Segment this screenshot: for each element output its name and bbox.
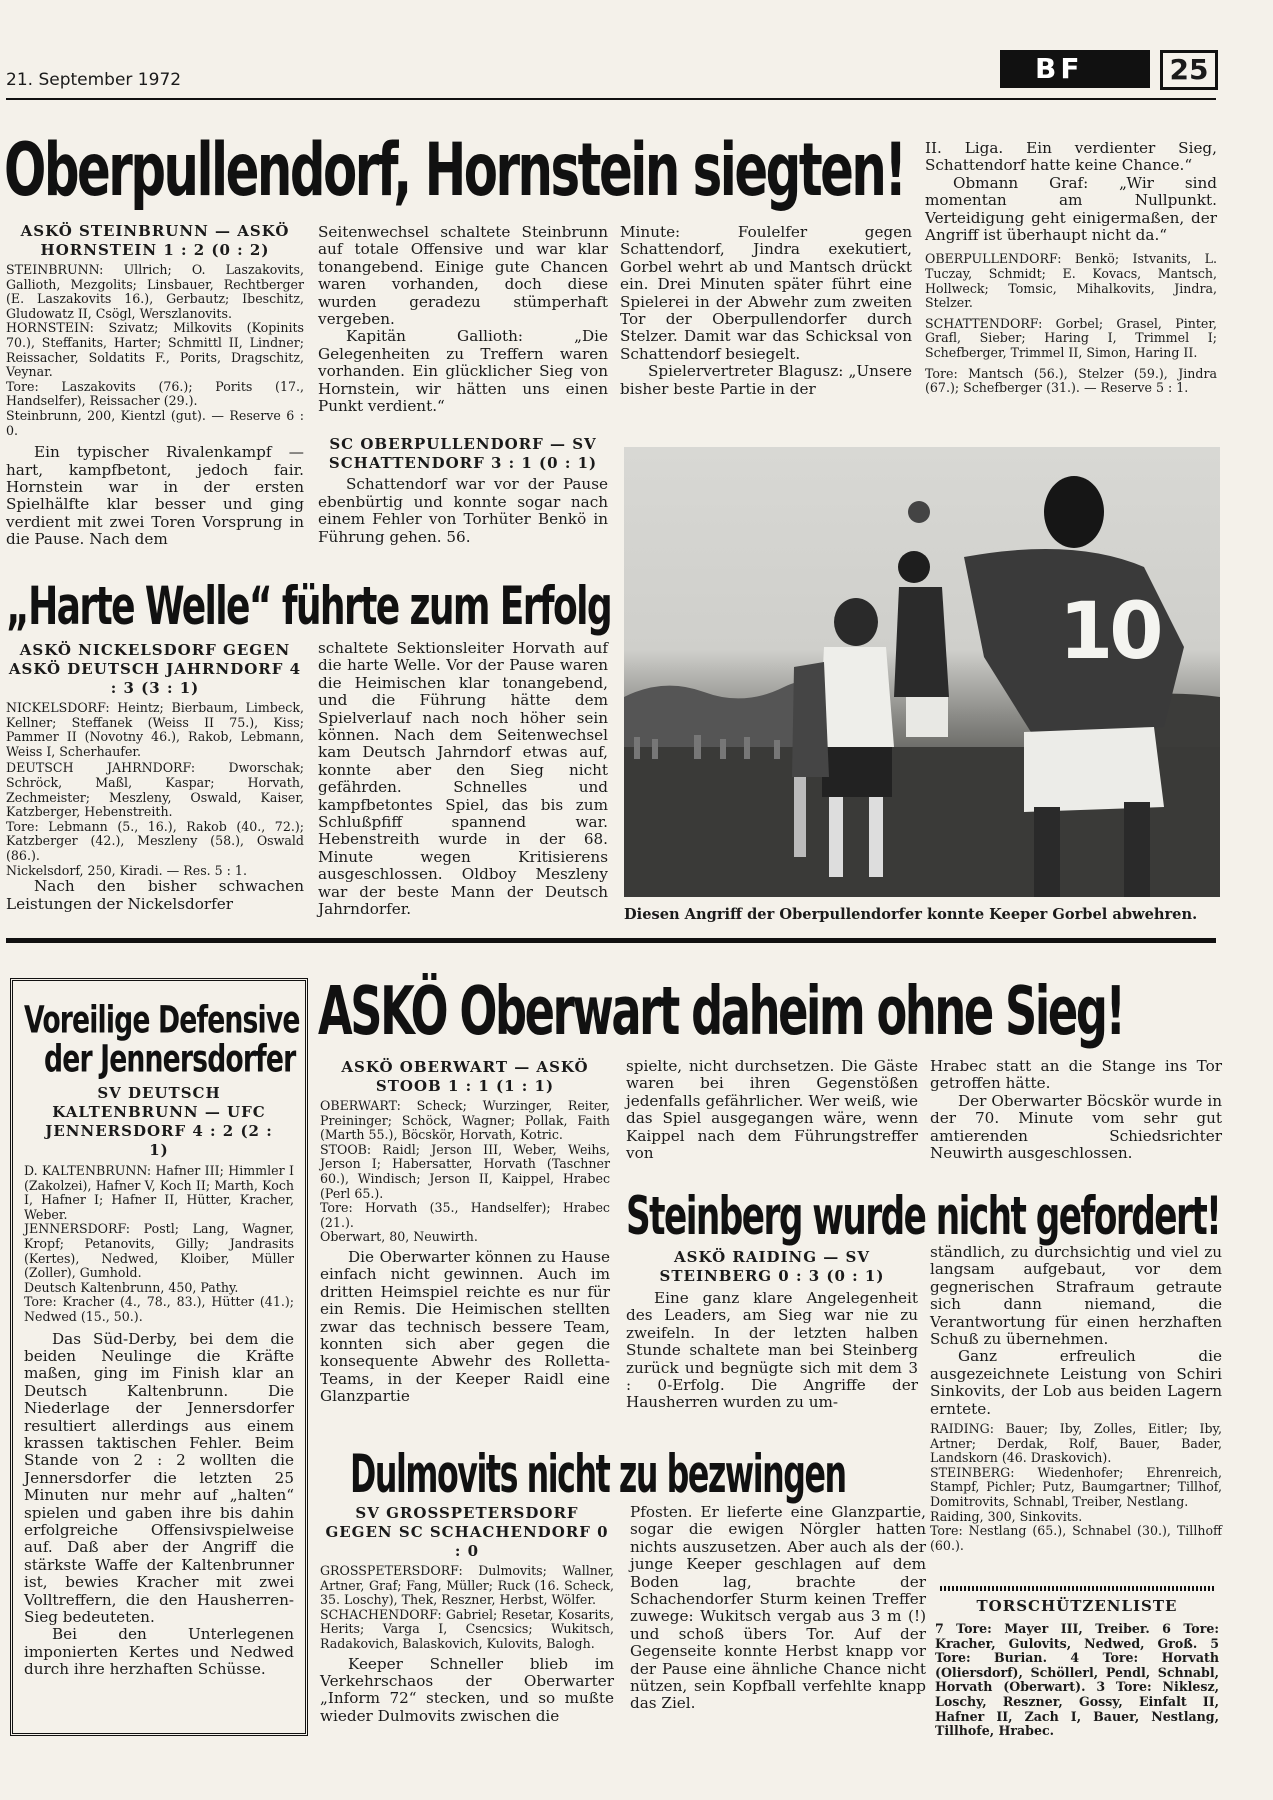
article1-col4 — [925, 140, 1217, 396]
article1-col2 — [318, 224, 608, 546]
article1-col1 — [6, 222, 304, 549]
match-title-nickelsdorf: ASKÖ NICKELSDORF GEGEN ASKÖ DEUTSCH JAHRNDORF 4 : 3 (3 : 1) — [8, 641, 302, 697]
match-title-oberwart: ASKÖ OBERWART — ASKÖ STOOB 1 : 1 (1 : 1) — [341, 1058, 589, 1095]
article6-col2 — [630, 1504, 926, 1713]
photo-player-jumping — [894, 551, 949, 737]
article4-text1: Die Oberwarter können zu Hause einfach nicht gewinnen. Auch im dritten Heimspiel reichte es nur für ein Remis. Die Heimischen stellten zwar das technisch bessere Team, konnten sich aber gegen die konsequente Abwehr des Rolletta-Teams, in der Keeper Raidl eine Glanzpartie — [320, 1247, 610, 1406]
header-rule — [6, 98, 1216, 100]
article4-col1 — [320, 1058, 610, 1406]
article5-col1 — [626, 1248, 918, 1412]
article5-text1: Eine ganz klare Angelegenheit des Leaders, am Sieg war nie zu zweifeln. In der letzten halben Stunde schaltete man bei Steinberg zurück und begnügte sich mit dem 3 : 0-Erfolg. Die Angriffe der Hausherren wurden zu um- — [626, 1289, 918, 1412]
jersey-number: 10 — [1059, 587, 1160, 677]
article5-text2: ständlich, zu durchsichtig und viel zu langsam aufgebaut, vor dem gegnerischen Strafraum getraute sich dann niemand, die Verantwortung für einen herzhaften Schuß zu übernehmen. — [930, 1243, 1222, 1349]
headline-oberwart: ASKÖ Oberwart daheim ohne Sieg! — [318, 973, 1124, 1051]
match-title-grosspetersdorf: SV GROSSPETERSDORF GEGEN SC SCHACHENDORF 0 : 0 — [325, 1504, 609, 1560]
lineup-oberpullendorf: OBERPULLENDORF: Benkö; Istvanits, L. Tuczay, Schmidt; E. Kovacs, Mantsch, Hollweck; Tomsic, Mihalkovits, Jindra, Stelzer. — [925, 251, 1217, 311]
match-title-raiding: ASKÖ RAIDING — SV STEINBERG 0 : 3 (0 : 1) — [659, 1248, 885, 1285]
article1-text2: Seitenwechsel schaltete Steinbrunn auf totale Offensive und war klar tonangebend. Einige gute Chancen waren vorhanden, doch diese wurden geradezu stümperhaft vergeben. — [318, 223, 608, 329]
article3-text2: Bei den Unterlegenen imponierten Kertes und Nedwed durch ihre herzhaften Schüsse. — [24, 1625, 294, 1679]
goals-oberwart: Tore: Horvath (35., Handselfer); Hrabec (21.). — [320, 1200, 610, 1230]
lineup-schachendorf: SCHACHENDORF: Gabriel; Resetar, Kosarits, Herits; Varga I, Csencsics; Wukitsch, Radakovich, Balaskovich, Kulovits, Balogh. — [320, 1606, 614, 1651]
scorers-box — [935, 1597, 1219, 1739]
match-photo — [624, 447, 1220, 897]
lineup-steinbrunn: STEINBRUNN: Ullrich; O. Laszakovits, Gallioth, Mezgolits; Linsbauer, Rechtberger (E. Laszakovits 16.), Gerbautz; Ibeschitz, Gludowatz II, Csögl, Werszlanovits. — [6, 262, 304, 321]
article6-text2: Pfosten. Er lieferte eine Glanzpartie, sogar die ewigen Nörgler hatten nichts auszusetzen. Aber auch als der junge Keeper geschlagen auf dem Boden lag, brachte der Schachendorfer Sturm keinen Treffer zuwege: Wukitsch vergab aus 3 m (!) und schoß übers Tor. Auf der Gegenseite konnte Herbst knapp vor der Pause eine ähnliche Chance nicht nützen, sein Kopfball verfehlte knapp das Ziel. — [630, 1503, 926, 1713]
goals-oberpullendorf: Tore: Mantsch (56.), Stelzer (59.), Jindra (67.); Schefberger (31.). — Reserve 5 : 1. — [925, 365, 1217, 396]
issue-date: 21. September 1972 — [6, 70, 182, 90]
headline-voreilige-line2: der Jennersdorfer — [44, 1038, 296, 1082]
article4-col2 — [626, 1058, 918, 1162]
lineup-kaltenbrunn: D. KALTENBRUNN: Hafner III; Himmler I (Zakolzei), Hafner V, Koch II; Marth, Koch I, Hafner I; Hafner II, Hütter, Kracher, Weber. — [24, 1163, 294, 1222]
attendance-raiding: Raiding, 300, Sinkovits. — [930, 1508, 1083, 1524]
attendance-steinbrunn: Steinbrunn, 200, Kientzl (gut). — Reserve 6 : 0. — [6, 407, 304, 438]
article6-text1: Keeper Schneller blieb im Verkehrschaos der Oberwarter „Inform 72“ stecken, und so mußte wieder Dulmovits zwischen die — [320, 1654, 614, 1725]
lineup-grosspetersdorf: GROSSPETERSDORF: Dulmovits; Wallner, Artner, Graf; Fang, Müller; Ruck (16. Scheck, 35. Loschy), Thek, Reszner, Herbst, Wölfer. — [320, 1563, 614, 1608]
headline-oberpullendorf: Oberpullendorf, Hornstein siegten! — [4, 128, 905, 214]
lineup-oberwart: OBERWART: Scheck; Wurzinger, Reiter, Preininger; Schöck, Wagner; Pollak, Faith (Marth 55.), Böcskör, Horvath, Kotric. — [320, 1098, 610, 1143]
article1-text1: Ein typischer Rivalenkampf — hart, kampfbetont, jedoch fair. Hornstein war in der ersten Spielhälfte klar besser und ging verdient mit zwei Toren Vorsprung in die Pause. Nach dem — [6, 443, 304, 549]
headline-dulmovits: Dulmovits nicht zu bezwingen — [350, 1444, 846, 1506]
mid-rule — [6, 938, 1216, 943]
article1-text3: Schattendorf war vor der Pause ebenbürtig und konnte sogar nach einem Fehler von Torhüter Benkö in Führung gehen. 56. — [318, 475, 608, 546]
photo-ball — [908, 501, 930, 523]
article2-col2 — [318, 640, 608, 919]
scorers-rule — [940, 1586, 1216, 1591]
article3-text1: Das Süd-Derby, bei dem die beiden Neulinge die Kräfte maßen, ging im Finish klar an Deutsch Kaltenbrunn. Die Niederlage der Jennersdorfer resultiert allerdings aus einem krassen taktischen Fehler. Beim Stande von 2 : 2 wollten die Jennersdorfer die letzten 25 Minuten nur mehr auf „halten“ spielen und gaben ihre bis dahin erfolgreiche Offensivspielweise auf. Daß aber der Angriff die stärkste Waffe der Kaltenbrunner ist, bewies Kracher mit zwei Volltreffern, die den Hausherren-Sieg bedeuteten. — [24, 1329, 294, 1627]
article5-col2 — [930, 1244, 1222, 1553]
article1-text5: II. Liga. Ein verdienter Sieg, Schattendorf hatte keine Chance.“ — [925, 139, 1217, 175]
article1-text4: Minute: Foulelfer gegen Schattendorf, Jindra exekutiert, Gorbel wehrt ab und Mantsch drückt ein. Drei Minuten später führt eine Spielerei in der Abwehr zum zweiten Tor der Oberpullendorfer durch Stelzer. Damit war das Schicksal von Schattendorf besiegelt. — [620, 223, 912, 363]
article1-quote3: Obmann Graf: „Wir sind momentan am Nullpunkt. Verteidigung geht einigermaßen, der Angriff ist überhaupt nicht da.“ — [925, 173, 1217, 245]
lineup-schattendorf: SCHATTENDORF: Gorbel; Grasel, Pinter, Grafl, Sieber; Haring I, Trimmel I; Schefberger, Trimmel II, Simon, Haring II. — [925, 315, 1217, 360]
section-label: BF — [1035, 52, 1084, 85]
article3-col — [24, 1084, 294, 1679]
lineup-jennersdorf: JENNERSDORF: Postl; Lang, Wagner, Kropf; Petanovits, Gilly; Jandrasits (Kertes), Nedwed, Kloiber, Müller (Zoller), Gumhold. — [24, 1221, 294, 1281]
attendance-nickelsdorf: Nickelsdorf, 250, Kiradi. — Res. 5 : 1. — [6, 862, 247, 878]
headline-steinberg: Steinberg wurde nicht gefordert! — [626, 1186, 1221, 1248]
article4-text2: spielte, nicht durchsetzen. Die Gäste waren bei ihren Gegenstößen jedenfalls gefährlicher. Wer weiß, wie das Spiel ausgegangen wäre, wenn Kaippel nach dem Führungstreffer von — [626, 1057, 918, 1163]
goals-nickelsdorf: Tore: Lebmann (5., 16.), Rakob (40., 72.); Katzberger (42.), Meszleny (58.), Oswald (86.). — [6, 818, 304, 863]
article4-text3: Hrabec statt an die Stange ins Tor getroffen hätte. — [930, 1057, 1222, 1093]
match-title-oberpullendorf: SC OBERPULLENDORF — SV SCHATTENDORF 3 : 1 (0 : 1) — [328, 435, 598, 473]
article1-quote1: Kapitän Gallioth: „Die Gelegenheiten zu Treffern waren vorhanden. Ein glücklicher Sieg von Hornstein, wir hätten uns einen Punkt verdient.“ — [318, 327, 608, 416]
scorers-text: 7 Tore: Mayer III, Treiber. 6 Tore: Kracher, Gulovits, Nedwed, Groß. 5 Tore: Burian. 4 Tore: Horvath (Oliersdorf), Schöllerl, Pendl, Schnabl, Horvath (Oberwart). 3 Tore: Niklesz, Loschy, Reszner, Gossy, Einfalt II, Hafner II, Zach I, Bauer, Nestlang, Tillhofe, Hrabec. — [935, 1621, 1219, 1739]
lineup-stoob: STOOB: Raidl; Jerson III, Weber, Weihs, Jerson I; Habersatter, Horvath (Taschner 60.), Windisch; Jerson II, Kaippel, Hrabec (Perl 65.). — [320, 1141, 610, 1201]
article4-text4: Der Oberwarter Böcskör wurde in der 70. Minute vom sehr gut amtierenden Schiedsrichter Neuwirth ausgeschlossen. — [930, 1091, 1222, 1163]
article5-text3: Ganz erfreulich die ausgezeichnete Leistung von Schiri Sinkovits, der Lob aus beiden Lagern erntete. — [930, 1347, 1222, 1418]
goals-steinbrunn: Tore: Laszakovits (76.); Porits (17., Handselfer), Reissacher (29.). — [6, 378, 304, 409]
attendance-oberwart: Oberwart, 80, Neuwirth. — [320, 1229, 478, 1245]
article1-col3 — [620, 224, 912, 398]
goals-raiding: Tore: Nestlang (65.), Schnabel (30.), Tillhoff (60.). — [930, 1523, 1222, 1553]
article2-text1: Nach den bisher schwachen Leistungen der Nickelsdorfer — [6, 877, 304, 913]
match-title-steinbrunn: ASKÖ STEINBRUNN — ASKÖ HORNSTEIN 1 : 2 (0 : 2) — [20, 222, 290, 259]
article6-col1 — [320, 1504, 614, 1725]
article4-col3 — [930, 1058, 1222, 1162]
headline-harte-welle: „Harte Welle“ führte zum Erfolg — [6, 576, 612, 638]
article2-text2: schaltete Sektionsleiter Horvath auf die harte Welle. Vor der Pause waren die Heimischen klar tonangebend, und die Führung hätte dem Spielverlauf nach noch höher sein können. Nach dem Seitenwechsel kam Deutsch Jahrndorf etwas auf, konnte aber den Sieg nicht gefährden. Schnelles und kampfbetontes Spiel, das bis zum Schlußpfiff spannend war. Hebenstreith wurde in der 68. Minute wegen Kritisierens ausgeschlossen. Oldboy Meszleny war der beste Mann der Deutsch Jahrndorfer. — [318, 639, 608, 919]
lineup-steinberg: STEINBERG: Wiedenhofer; Ehrenreich, Stampf, Pichler; Putz, Baumgartner; Tillhof, Domitrovits, Schnabl, Treiber, Nestlang. — [930, 1464, 1222, 1510]
article1-quote2: Spielervertreter Blagusz: „Unsere bisher beste Partie in der — [620, 362, 912, 398]
article2-col1 — [6, 641, 304, 913]
scorers-title: TORSCHÜTZENLISTE — [976, 1597, 1178, 1615]
page-number: 25 — [1160, 50, 1218, 90]
headline-voreilige-line1: Voreilige Defensive — [24, 999, 300, 1043]
lineup-nickelsdorf: NICKELSDORF: Heintz; Bierbaum, Limbeck, Kellner; Steffanek (Weiss II 75.), Kiss; Pammer II (Novotny 46.), Rakob, Lebmann, Weiss I, Scherhaufer. — [6, 700, 304, 759]
attendance-kaltenbrunn: Deutsch Kaltenbrunn, 450, Pathy. — [24, 1279, 239, 1295]
lineup-hornstein: HORNSTEIN: Szivatz; Milkovits (Kopinits 70.), Steffanits, Harter; Schmittl II, Lindner; Reissacher, Soldatits F., Porits, Dragschitz, Veynar. — [6, 320, 304, 380]
lineup-jahrndorf: DEUTSCH JAHRNDORF: Dworschak; Schröck, Maßl, Kaspar; Horvath, Zechmeister; Meszleny, Oswald, Kaiser, Katzberger, Hebenstreith. — [6, 760, 304, 820]
photo-caption: Diesen Angriff der Oberpullendorfer konnte Keeper Gorbel abwehren. — [624, 906, 1198, 923]
match-title-kaltenbrunn: SV DEUTSCH KALTENBRUNN — UFC JENNERSDORF 4 : 2 (2 : 1) — [45, 1084, 273, 1159]
lineup-raiding: RAIDING: Bauer; Iby, Zolles, Eitler; Iby, Artner; Derdak, Rolf, Bauer, Bader, Landskorn (46. Draskovich). — [930, 1421, 1222, 1466]
goals-kaltenbrunn: Tore: Kracher (4., 78., 83.), Hütter (41.); Nedwed (15., 50.). — [24, 1294, 294, 1324]
